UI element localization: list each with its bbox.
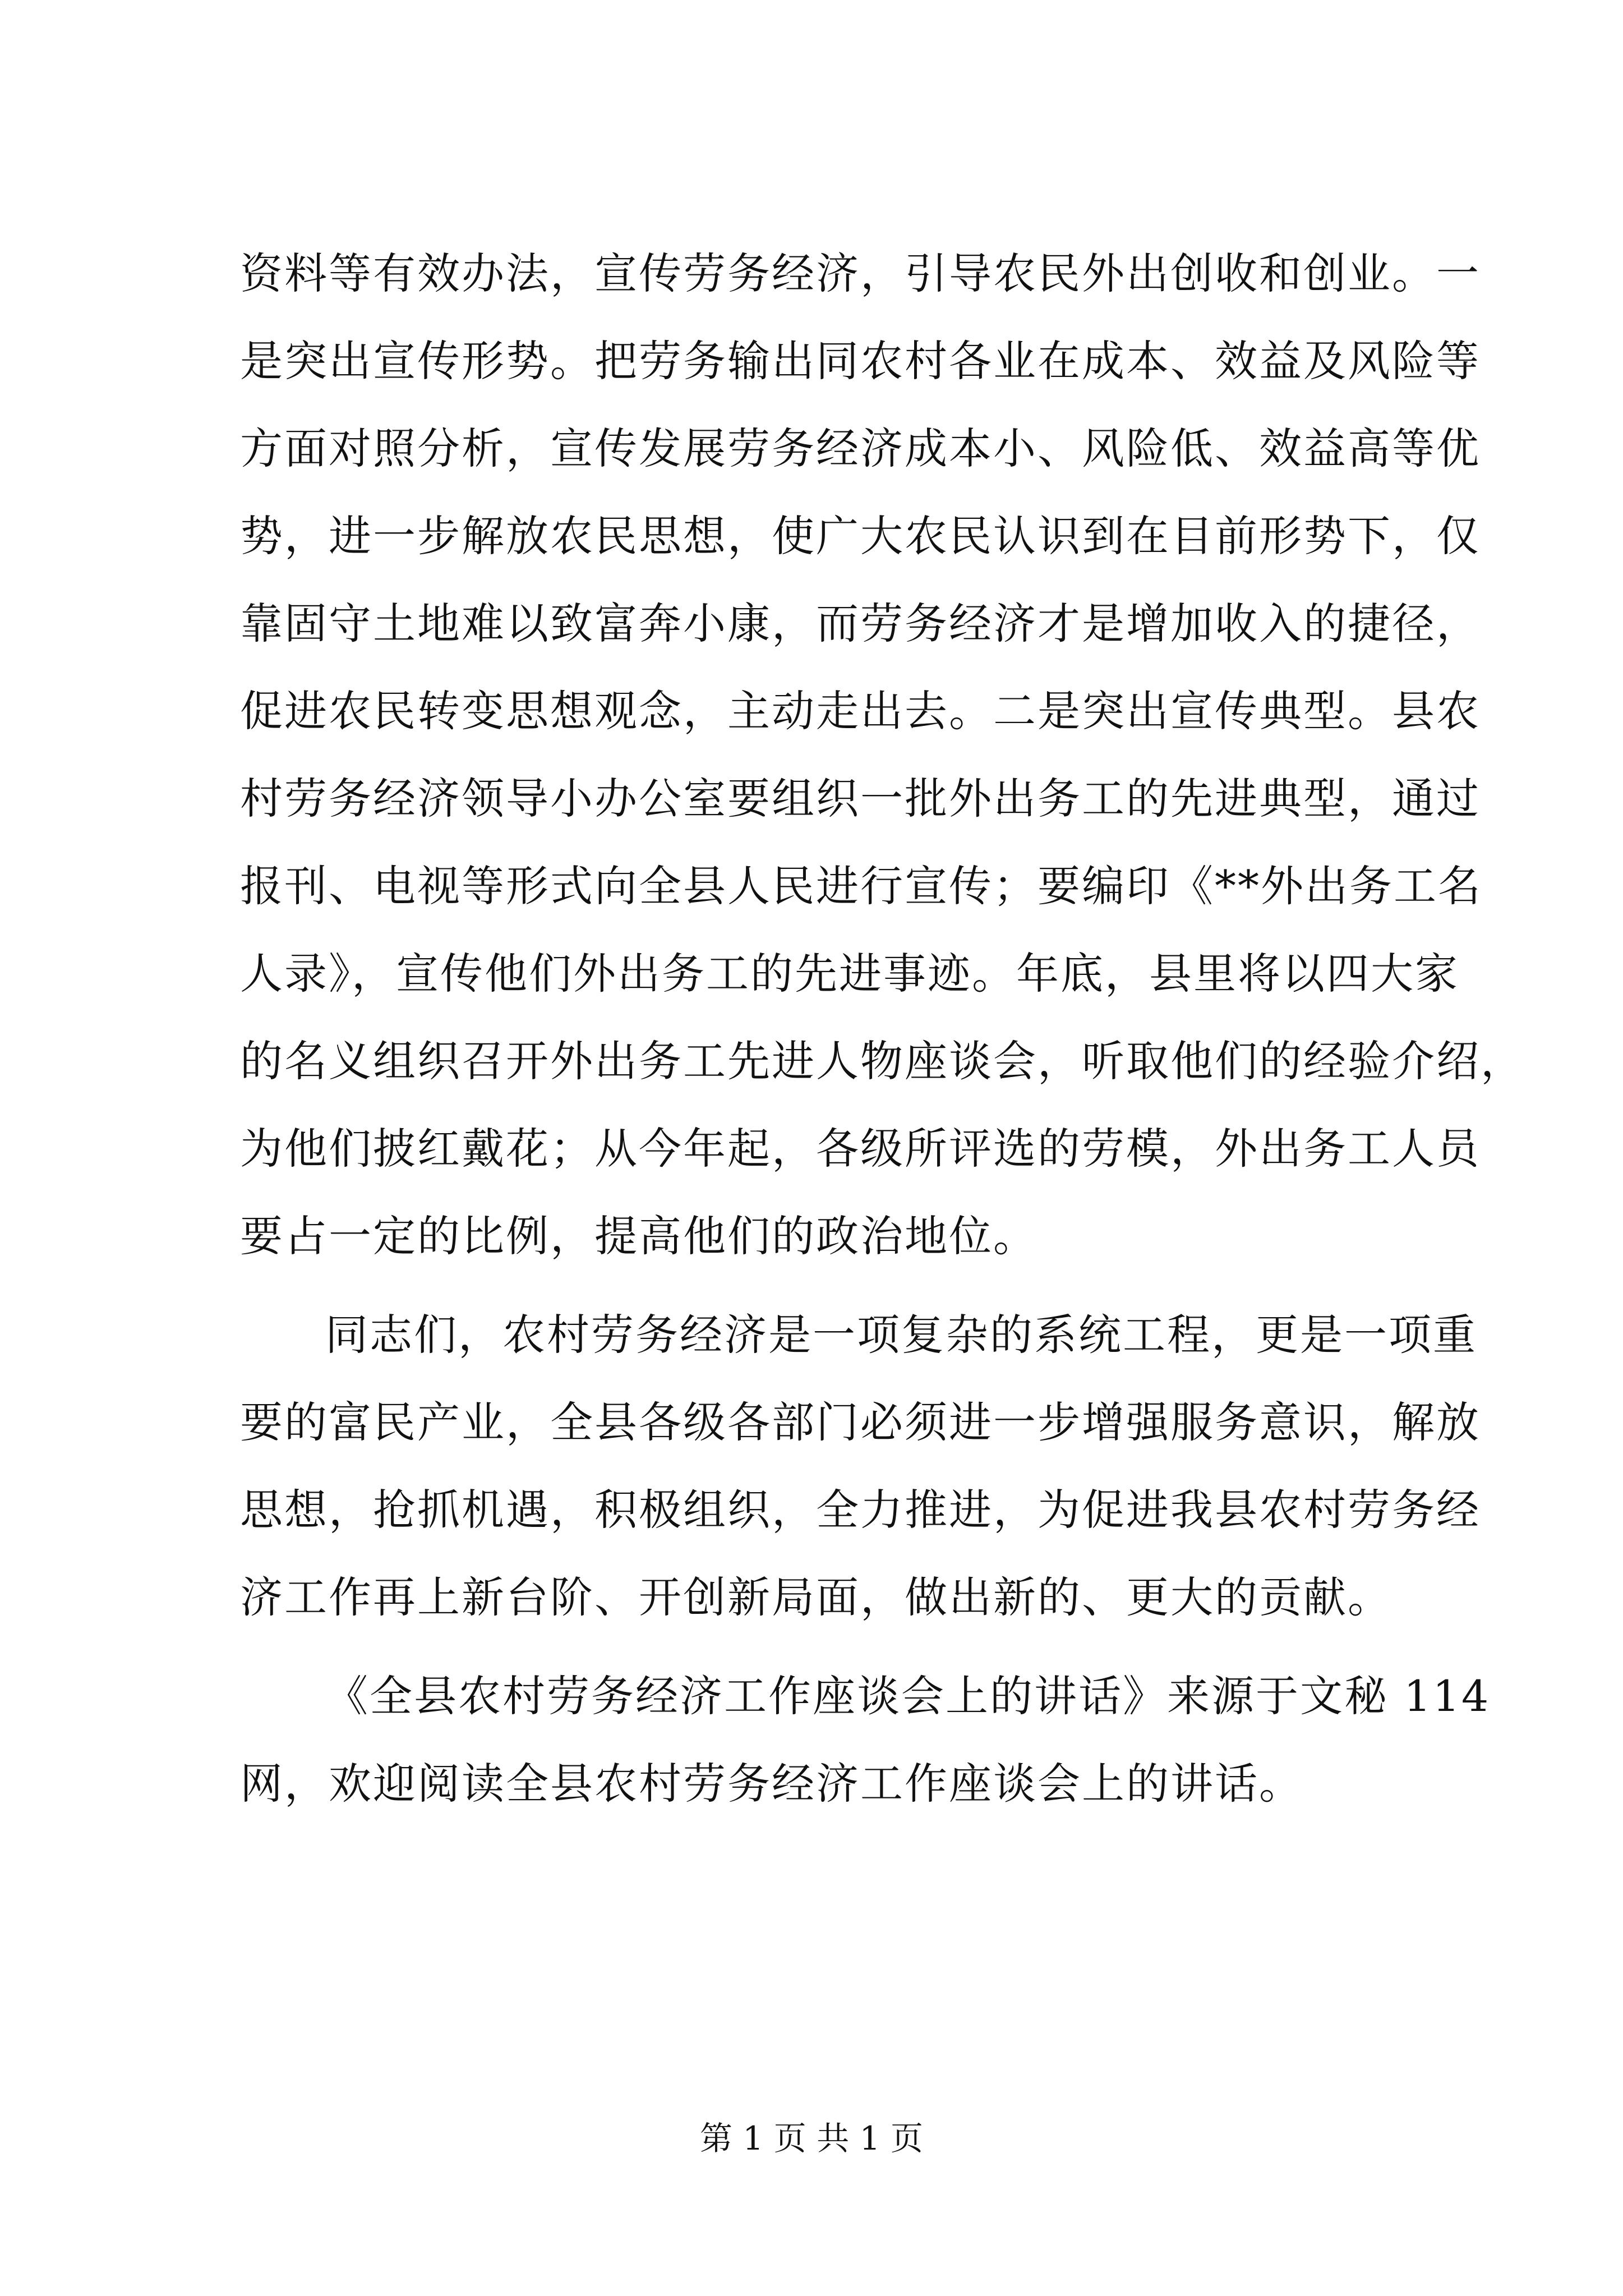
paragraph <box>240 230 1525 1280</box>
text-line: 的名义组织召开外出务工先进人物座谈会，听取他们的经验介绍， <box>240 1036 1525 1086</box>
text-line: 方面对照分析，宣传发展劳务经济成本小、风险低、效益高等优 <box>240 424 1481 473</box>
text-line: 同志们，农村劳务经济是一项复杂的系统工程，更是一项重 <box>325 1310 1477 1360</box>
text-line: 报刊、电视等形式向全县人民进行宣传；要编印《**外出务工名 <box>240 861 1482 911</box>
text-line: 思想，抢抓机遇，积极组织，全力推进，为促进我县农村劳务经 <box>240 1485 1481 1535</box>
page-footer: 第 1 页 共 1 页 <box>700 2119 923 2157</box>
paragraph <box>240 1291 1481 1641</box>
text-line: 势，进一步解放农民思想，使广大农民认识到在目前形势下，仅 <box>240 511 1481 561</box>
text-line: 济工作再上新台阶、开创新局面，做出新的、更大的贡献。 <box>240 1572 1392 1622</box>
text-line: 资料等有效办法，宣传劳务经济，引导农民外出创收和创业。一 <box>240 249 1481 298</box>
text-line: 为他们披红戴花；从今年起，各级所评选的劳模，外出务工人员 <box>240 1124 1481 1174</box>
text-line: 靠固守土地难以致富奔小康，而劳务经济才是增加收入的捷径， <box>240 599 1481 648</box>
text-line: 促进农民转变思想观念，主动走出去。二是突出宣传典型。县农 <box>240 686 1481 736</box>
text-line: 《全县农村劳务经济工作座谈会上的讲话》来源于文秘 114 <box>325 1671 1491 1721</box>
text-line: 是突出宣传形势。把劳务输出同农村各业在成本、效益及风险等 <box>240 336 1481 386</box>
paragraph <box>240 1653 1491 1828</box>
text-line: 要的富民产业，全县各级各部门必须进一步增强服务意识，解放 <box>240 1397 1481 1447</box>
text-line: 村劳务经济领导小办公室要组织一批外出务工的先进典型，通过 <box>240 774 1481 823</box>
document-body <box>240 230 1525 1828</box>
text-line: 网，欢迎阅读全县农村劳务经济工作座谈会上的讲话。 <box>240 1759 1303 1809</box>
text-line: 要占一定的比例，提高他们的政治地位。 <box>240 1211 1038 1261</box>
text-line: 人录》，宣传他们外出务工的先进事迹。年底，县里将以四大家 <box>240 949 1459 999</box>
